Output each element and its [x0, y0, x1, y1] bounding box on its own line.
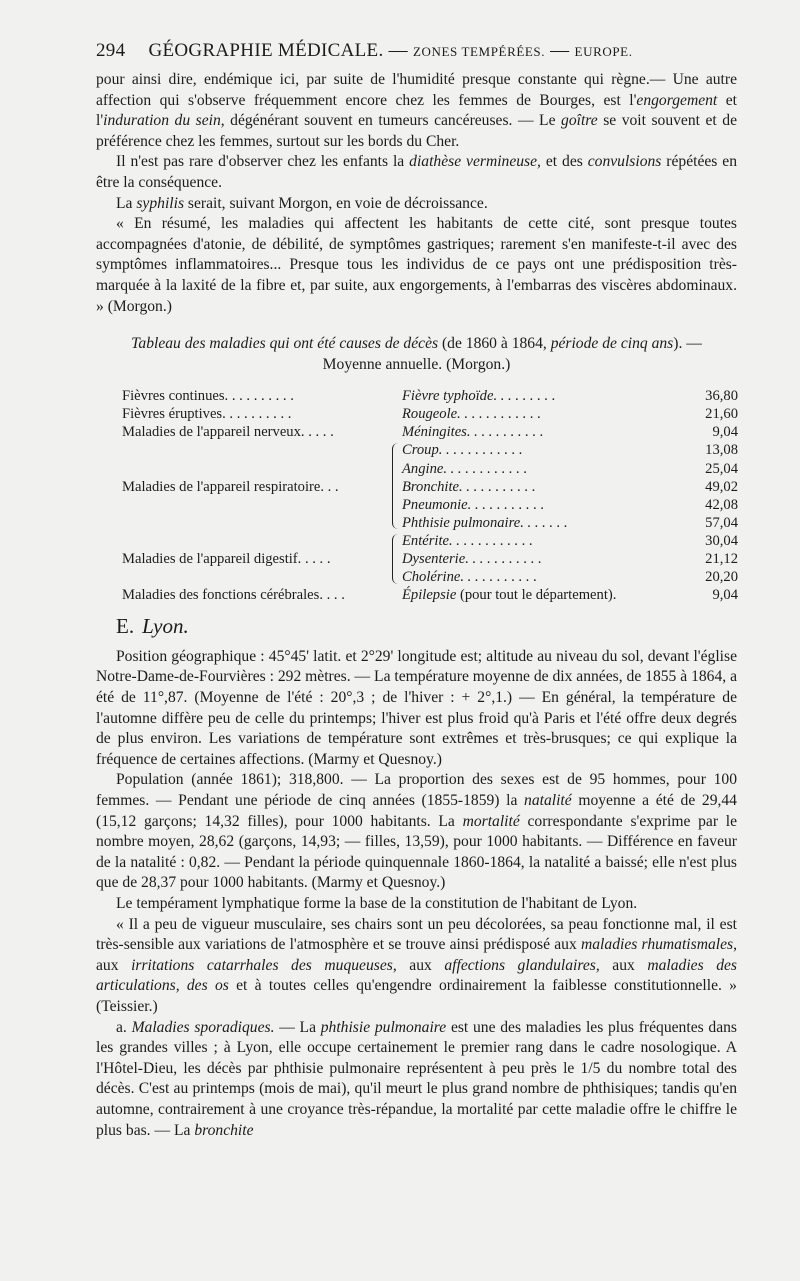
row-disease: Rougeole. . . . . . . . . . . . [402, 406, 542, 423]
text-run: La [116, 194, 137, 212]
caption-text: ). — Moyenne annuelle. (Morgon.) [322, 335, 702, 374]
text-run: et l' [96, 91, 737, 130]
row-value: 57,04 [705, 514, 738, 531]
paragraph-teissier-quote [96, 915, 737, 1018]
text-run-italic: irritations catarrhales des muqueuses [131, 956, 393, 974]
disease-note: (pour tout le département). [456, 587, 617, 604]
table-row [122, 568, 738, 586]
row-disease: Pneumonie. . . . . . . . . . . [402, 496, 545, 513]
text-run: , dégénérant souvent en tumeurs cancéreuses. — Le [220, 112, 562, 130]
disease-name: Épilepsie [402, 587, 457, 604]
row-disease: Fièvre typhoïde. . . . . . . . . [402, 388, 556, 405]
row-disease: Croup. . . . . . . . . . . . [402, 442, 523, 459]
row-category: Fièvres éruptives. . . . . . . . . . [122, 406, 292, 423]
text-run: et des [540, 153, 588, 171]
text-run: se voit souvent et de préférence chez les femmes, surtout sur les bords du Cher. [96, 112, 737, 150]
text-run: a. [116, 1018, 132, 1036]
section-title: Lyon. [142, 614, 189, 639]
paragraph-lyon-geography: Position géographique : 45°45' latit. et 2°29' longitude est; altitude au niveau du sol, devant l'église Notre-Dame-de-Fourvières : 292 mètres. — La température moyenne de dix années, de 1855 à 1864, a été de 11°,87. (Moyenne de l'été : 20°,3 ; de l'hiver : + 2°,1.) — En général, la température de l'automne diffère peu de celle du printemps; l'hiver est plus froid qu'à Paris et l'été offre deux degrés de plus environ. Les variations de température sont extrêmes et très-brusques; ce qui explique la fréquence de certaines affections. (Marmy et Quesnoy.) [96, 647, 737, 768]
row-value: 25,04 [705, 460, 738, 477]
header-region: EUROPE. [574, 44, 633, 59]
table-row [122, 441, 738, 459]
paragraph-children [96, 152, 737, 193]
section-letter: E. [116, 614, 135, 639]
text-run: est une des maladies les plus fréquentes dans les grandes villes ; à Lyon, elle occupe certainement le premier rang dans le cadre nosologique. A l'Hôtel-Dieu, les décès par phthisie pulmonaire représentent à peu près le 1/5 du nombre total des décès. C'est au printemps (mois de mai), qu'il meurt le plus grand nombre de phthisiques; tandis qu'en automne, contrairement à une croyance très-répandue, la mortalité par cette maladie offre le chiffre le plus bas. — La [96, 1018, 738, 1139]
table-row [122, 514, 738, 532]
digestive-group [122, 532, 738, 586]
table-row [122, 496, 738, 514]
group-category: Maladies de l'appareil digestif. . . . . [122, 551, 331, 567]
header-dash: — [550, 40, 570, 61]
row-disease: Méningites. . . . . . . . . . . [402, 424, 544, 441]
text-run-italic: engorgement [636, 91, 718, 109]
table-row [122, 387, 738, 405]
running-header [96, 40, 736, 62]
text-run: et à toutes celles qu'engendre ordinairement la faiblesse constitutionnelle. » (Teissier.) [96, 977, 737, 1015]
row-value: 13,08 [705, 442, 738, 459]
header-title: GÉOGRAPHIE MÉDICALE. [148, 40, 384, 61]
text-run: Population (année 1861); 318,800. — La proportion des sexes est de 95 hommes, pour 100 femmes. — Pendant une période de cinq années (1855-1859) la [96, 771, 737, 810]
section-heading [116, 616, 737, 637]
text-run: — La [274, 1018, 321, 1036]
text-run: , aux [595, 956, 648, 974]
paragraph-temperament: Le tempérament lymphatique forme la base de la constitution de l'habitant de Lyon. [116, 895, 638, 913]
row-value: 21,12 [705, 551, 738, 567]
respiratory-group [122, 441, 738, 532]
text-run-italic: mortalité [462, 812, 520, 830]
text-run-italic: affections glandulaires [444, 956, 596, 974]
row-category: Maladies de l'appareil nerveux. . . . . [122, 424, 334, 441]
group-category: Maladies de l'appareil respiratoire. . . [122, 478, 339, 495]
row-value: 9,04 [712, 587, 738, 604]
row-value: 36,80 [705, 388, 738, 405]
row-value: 42,08 [705, 496, 738, 513]
caption-text: période de cinq ans [550, 335, 674, 353]
header-dash: — [388, 40, 408, 61]
paragraph-bourges-affections [96, 70, 737, 152]
text-run: Il n'est pas rare d'observer chez les enfants la [116, 153, 410, 171]
table-row [122, 586, 738, 604]
text-run: serait, suivant Morgon, en voie de décroissance. [184, 194, 488, 212]
text-run: répétées en être la conséquence. [96, 153, 737, 191]
table-row [122, 550, 738, 568]
text-run-italic: maladies rhumatismales [581, 936, 734, 954]
paragraph-lyon-population [96, 770, 737, 894]
page-number: 294 [96, 40, 126, 61]
table-row [122, 532, 738, 550]
row-disease: Cholérine. . . . . . . . . . . [402, 569, 537, 586]
text-run-italic: convulsions [587, 153, 662, 171]
row-disease: Entérite. . . . . . . . . . . . [402, 532, 533, 549]
text-run-italic: natalité [524, 792, 572, 810]
table-row [122, 423, 738, 441]
text-run-italic: bronchite [194, 1121, 254, 1139]
text-run-italic: Maladies sporadiques. [131, 1018, 275, 1036]
caption-text: Tableau des maladies qui ont été causes de décès [131, 335, 439, 353]
row-value: 49,02 [705, 478, 738, 495]
text-run: moyenne a été de 29,44 (15,12 garçons; 14,32 filles), pour 1000 habitants. La [96, 792, 737, 830]
text-run-italic: phthisie pulmonaire [320, 1018, 447, 1036]
text-run: « Il a peu de vigueur musculaire, ses chairs sont un peu décolorées, sa peau fonctionne mal, il est très-sensible aux variations de l'atmosphère et se trouve ainsi prédisposé aux [96, 915, 737, 954]
row-value: 9,04 [712, 424, 738, 441]
table-caption [126, 333, 707, 375]
row-disease: Angine. . . . . . . . . . . . [402, 460, 528, 477]
row-disease: Bronchite. . . . . . . . . . . [402, 478, 536, 495]
header-zone: ZONES TEMPÉRÉES. [412, 44, 546, 59]
row-category: Maladies des fonctions cérébrales. . . . [122, 587, 345, 604]
text-run: , aux [392, 956, 445, 974]
row-value: 20,20 [705, 569, 738, 586]
mortality-table [122, 387, 738, 604]
text-run: pour ainsi dire, endémique ici, par suite de l'humidité presque constante qui règne.— Une autre affection qui s'observe fréquemment encore chez les femmes de Bourges, est l' [96, 71, 737, 109]
text-run: correspondante s'exprime par le nombre moyen, 28,62 (garçons, 14,93; — filles, 13,59), pour 1000 habitants. — Différence en faveur de la natalité : 0,82. — Pendant la période quinquennale 1860-1864, la natalité a baissé; elle n'est plus que de 28,37 pour 1000 habitants. (Marmy et Quesnoy.) [96, 812, 737, 892]
text-run-italic: maladies des articulations, des os [96, 956, 738, 995]
row-category: Fièvres continues. . . . . . . . . . [122, 388, 294, 405]
row-value: 21,60 [705, 406, 738, 423]
table-row [122, 405, 738, 423]
row-disease: Dysenterie. . . . . . . . . . . [402, 551, 542, 567]
row-value: 30,04 [705, 532, 738, 549]
table-row [122, 460, 738, 478]
paragraph-syphilis [96, 194, 737, 215]
text-run: , aux [96, 936, 737, 974]
table-row [122, 478, 738, 496]
row-disease: Phthisie pulmonaire. . . . . . . [402, 514, 568, 531]
page-body [96, 70, 737, 1141]
paragraph-summary-quote: « En résumé, les maladies qui affectent les habitants de cette cité, sont presque toutes accompagnées d'atonie, de débilité, de symptômes gastriques; rarement s'en manifeste-t-il avec des symptômes inflammatoires... Presque tous les individus de ce pays ont une prédisposition très-marquée à la laxité de la fibre et, par suite, aux engorgements, à l'embarras des viscères abdominaux. » (Morgon.) [96, 215, 737, 315]
caption-text: (de 1860 à 1864, [438, 335, 551, 353]
text-run-italic: diathèse vermineuse, [409, 153, 541, 171]
paragraph-sporadic-diseases [96, 1018, 737, 1142]
row-disease [402, 586, 616, 604]
text-run-italic: induration du sein [103, 112, 221, 130]
text-run-italic: syphilis [136, 194, 185, 212]
text-run-italic: goître [561, 112, 598, 130]
